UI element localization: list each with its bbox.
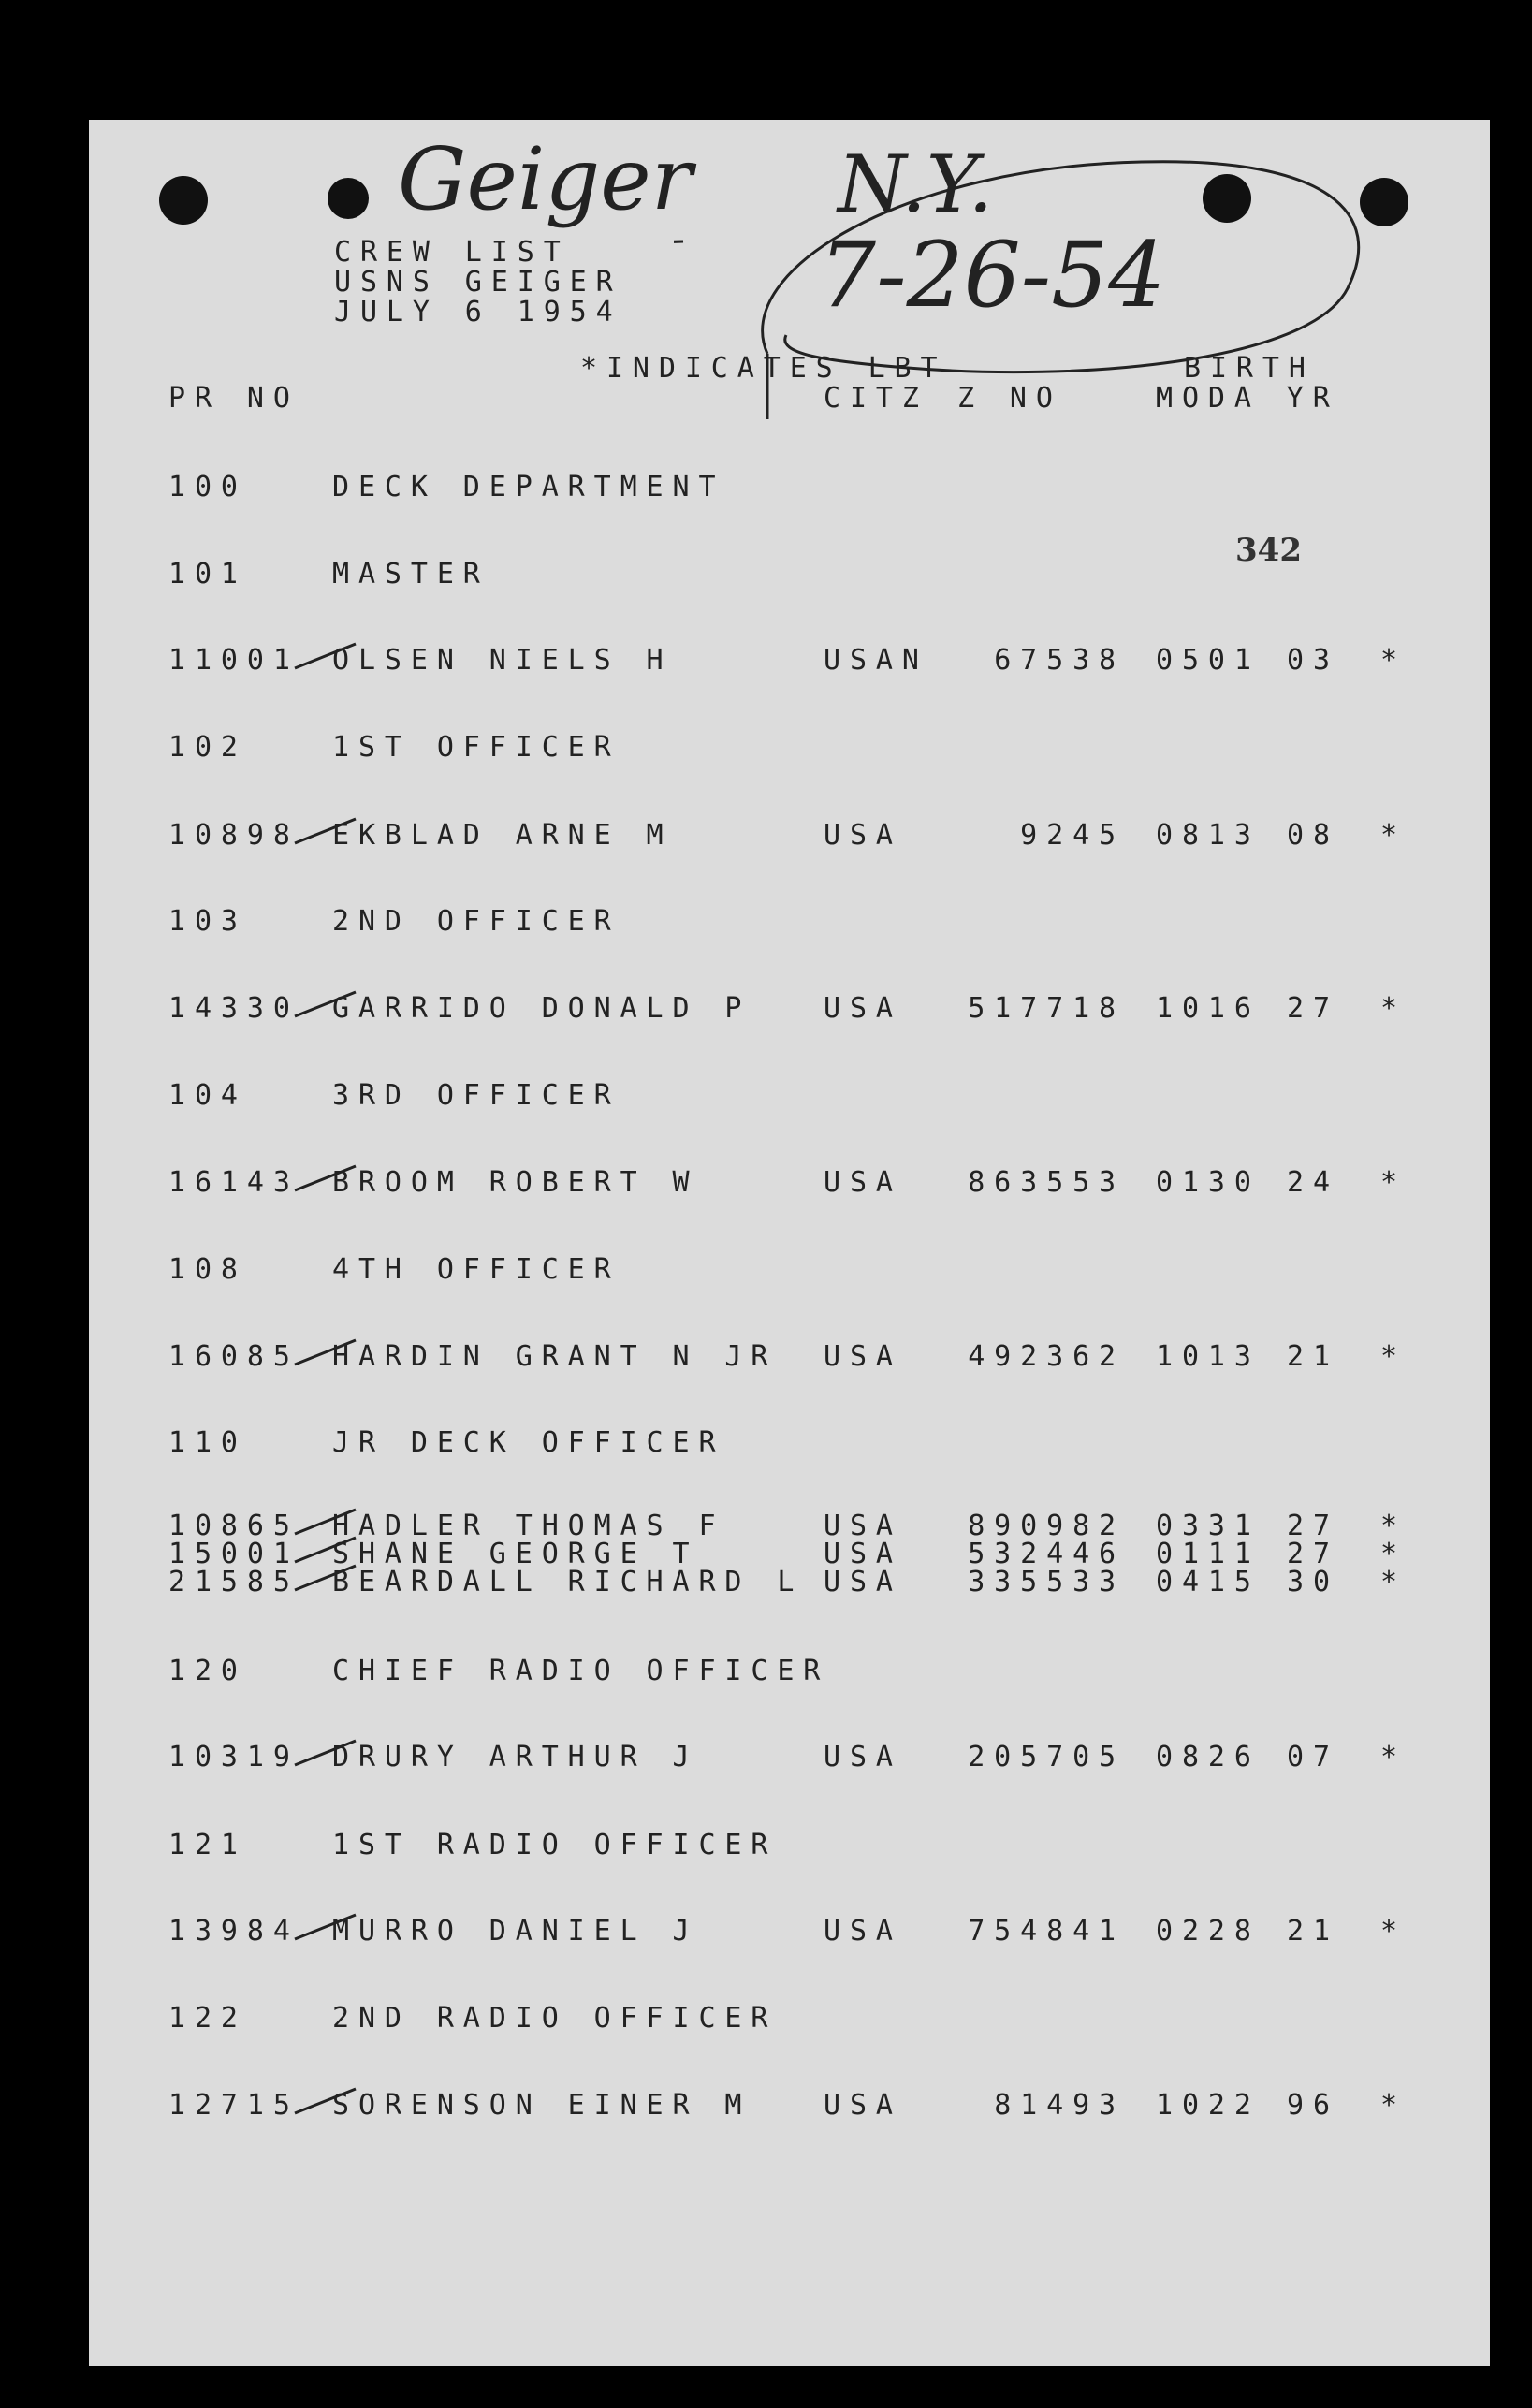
page-number: 342	[1235, 532, 1302, 569]
crew-moda: 0826	[1156, 1741, 1261, 1773]
section-title: CHIEF RADIO OFFICER	[332, 1655, 830, 1687]
crew-moda: 1013	[1156, 1340, 1261, 1373]
col-header-zno: Z NO	[957, 382, 1062, 415]
crew-moda: 0501	[1156, 644, 1261, 677]
col-header-moda-yr: MODA YR	[1156, 382, 1339, 415]
crew-prno: 10865	[168, 1510, 299, 1542]
crew-moda: 0415	[1156, 1566, 1261, 1598]
crew-yr: 27	[1287, 1510, 1339, 1542]
crew-name: HARDIN GRANT N JR	[332, 1340, 778, 1373]
crew-prno: 10319	[168, 1741, 299, 1773]
section-title: 2ND OFFICER	[332, 905, 620, 938]
section-row	[89, 1655, 1490, 1688]
check-mark-icon	[290, 811, 365, 849]
crew-row	[89, 819, 1490, 853]
crew-row	[89, 1915, 1490, 1948]
crew-yr: 03	[1287, 644, 1339, 677]
crew-zno: 532446	[968, 1538, 1125, 1570]
crew-ast: *	[1380, 644, 1407, 677]
crew-zno: 67538	[994, 644, 1125, 677]
crew-row	[89, 644, 1490, 678]
section-row	[89, 1426, 1490, 1460]
crew-name: BROOM ROBERT W	[332, 1166, 699, 1199]
check-mark-icon	[290, 1333, 365, 1370]
section-prno: 120	[168, 1655, 247, 1687]
crew-ast: *	[1380, 992, 1407, 1025]
section-prno: 104	[168, 1079, 247, 1112]
section-title: 1ST OFFICER	[332, 731, 620, 764]
crew-citz: USA	[824, 2089, 902, 2122]
crew-name: OLSEN NIELS H	[332, 644, 673, 677]
col-header-birth: BIRTH	[1184, 352, 1315, 385]
crew-yr: 07	[1287, 1741, 1339, 1773]
crew-moda: 0111	[1156, 1538, 1261, 1570]
crew-zno: 205705	[968, 1741, 1125, 1773]
check-mark-icon	[290, 1558, 365, 1596]
crew-row	[89, 1566, 1490, 1599]
crew-zno: 9245	[1020, 819, 1125, 852]
section-title: 4TH OFFICER	[332, 1253, 620, 1286]
section-prno: 121	[168, 1829, 247, 1861]
crew-prno: 15001	[168, 1538, 299, 1570]
crew-row	[89, 1166, 1490, 1200]
handwritten-date: 7-26-54	[819, 223, 1166, 328]
crew-name: HADLER THOMAS F	[332, 1510, 725, 1542]
crew-ast: *	[1380, 1915, 1407, 1948]
punch-hole-left-1	[159, 176, 208, 225]
crew-name: GARRIDO DONALD P	[332, 992, 751, 1025]
crew-moda: 0813	[1156, 819, 1261, 852]
section-title: DECK DEPARTMENT	[332, 471, 725, 503]
crew-name: EKBLAD ARNE M	[332, 819, 673, 852]
crew-prno: 14330	[168, 992, 299, 1025]
section-row	[89, 558, 1490, 591]
section-prno: 108	[168, 1253, 247, 1286]
check-mark-icon	[290, 2081, 365, 2119]
crew-ast: *	[1380, 1340, 1407, 1373]
crew-moda: 0130	[1156, 1166, 1261, 1199]
section-title: MASTER	[332, 558, 489, 591]
crew-prno: 11001	[168, 644, 299, 677]
crew-ast: *	[1380, 1741, 1407, 1773]
handwritten-ship-name: Geiger	[398, 129, 693, 229]
crew-moda: 0228	[1156, 1915, 1261, 1948]
section-prno: 101	[168, 558, 247, 591]
crew-name: MURRO DANIEL J	[332, 1915, 699, 1948]
crew-yr: 08	[1287, 819, 1339, 852]
crew-name: BEARDALL RICHARD L	[332, 1566, 804, 1598]
crew-moda: 1016	[1156, 992, 1261, 1025]
crew-yr: 24	[1287, 1166, 1339, 1199]
check-mark-icon	[290, 1159, 365, 1196]
crew-moda: 0331	[1156, 1510, 1261, 1542]
crew-yr: 27	[1287, 1538, 1339, 1570]
section-row	[89, 905, 1490, 939]
crew-zno: 81493	[994, 2089, 1125, 2122]
section-prno: 102	[168, 731, 247, 764]
col-header-citz: CITZ	[824, 382, 928, 415]
header-line-2: USNS GEIGER	[334, 266, 622, 299]
check-mark-icon	[290, 1907, 365, 1945]
crew-prno: 16143	[168, 1166, 299, 1199]
section-prno: 122	[168, 2002, 247, 2035]
check-mark-icon	[290, 985, 365, 1022]
section-row	[89, 731, 1490, 765]
section-prno: 110	[168, 1426, 247, 1459]
crew-ast: *	[1380, 1510, 1407, 1542]
crew-ast: *	[1380, 2089, 1407, 2122]
crew-citz: USA	[824, 1340, 902, 1373]
col-header-prno: PR NO	[168, 382, 299, 415]
section-prno: 100	[168, 471, 247, 503]
crew-zno: 492362	[968, 1340, 1125, 1373]
crew-citz: USA	[824, 992, 902, 1025]
col-header-indicates: *INDICATES LBT	[580, 352, 947, 385]
section-row	[89, 2002, 1490, 2036]
crew-citz: USA	[824, 1741, 902, 1773]
crew-citz: USA	[824, 1166, 902, 1199]
section-row	[89, 471, 1490, 504]
crew-ast: *	[1380, 1566, 1407, 1598]
crew-citz: USAN	[824, 644, 928, 677]
crew-prno: 13984	[168, 1915, 299, 1948]
section-row	[89, 1079, 1490, 1113]
crew-name: SHANE GEORGE T	[332, 1538, 699, 1570]
crew-citz: USA	[824, 1566, 902, 1598]
crew-row	[89, 1340, 1490, 1374]
crew-ast: *	[1380, 1538, 1407, 1570]
crew-yr: 21	[1287, 1915, 1339, 1948]
punch-hole-left-2	[328, 178, 369, 219]
crew-prno: 16085	[168, 1340, 299, 1373]
crew-zno: 335533	[968, 1566, 1125, 1598]
section-title: JR DECK OFFICER	[332, 1426, 725, 1459]
crew-prno: 10898	[168, 819, 299, 852]
section-prno: 103	[168, 905, 247, 938]
crew-zno: 517718	[968, 992, 1125, 1025]
crew-citz: USA	[824, 1510, 902, 1542]
crew-zno: 890982	[968, 1510, 1125, 1542]
crew-ast: *	[1380, 1166, 1407, 1199]
crew-row	[89, 992, 1490, 1026]
crew-citz: USA	[824, 1538, 902, 1570]
crew-yr: 30	[1287, 1566, 1339, 1598]
header-line-3: JULY 6 1954	[334, 296, 622, 328]
crew-name: DRURY ARTHUR J	[332, 1741, 699, 1773]
section-title: 3RD OFFICER	[332, 1079, 620, 1112]
crew-zno: 754841	[968, 1915, 1125, 1948]
crew-citz: USA	[824, 1915, 902, 1948]
crew-yr: 21	[1287, 1340, 1339, 1373]
crew-ast: *	[1380, 819, 1407, 852]
crew-citz: USA	[824, 819, 902, 852]
crew-row	[89, 1741, 1490, 1774]
check-mark-icon	[290, 636, 365, 674]
section-title: 1ST RADIO OFFICER	[332, 1829, 778, 1861]
crew-yr: 27	[1287, 992, 1339, 1025]
crew-row	[89, 2089, 1490, 2123]
crew-moda: 1022	[1156, 2089, 1261, 2122]
header-line-1: CREW LIST	[334, 236, 570, 269]
crew-zno: 863553	[968, 1166, 1125, 1199]
check-mark-icon	[290, 1733, 365, 1771]
handwritten-port: N.Y.	[838, 139, 994, 230]
crew-name: SORENSON EINER M	[332, 2089, 751, 2122]
crew-list-page	[89, 120, 1490, 2366]
crew-prno: 12715	[168, 2089, 299, 2122]
crew-prno: 21585	[168, 1566, 299, 1598]
section-row	[89, 1829, 1490, 1862]
section-title: 2ND RADIO OFFICER	[332, 2002, 778, 2035]
section-row	[89, 1253, 1490, 1287]
crew-yr: 96	[1287, 2089, 1339, 2122]
